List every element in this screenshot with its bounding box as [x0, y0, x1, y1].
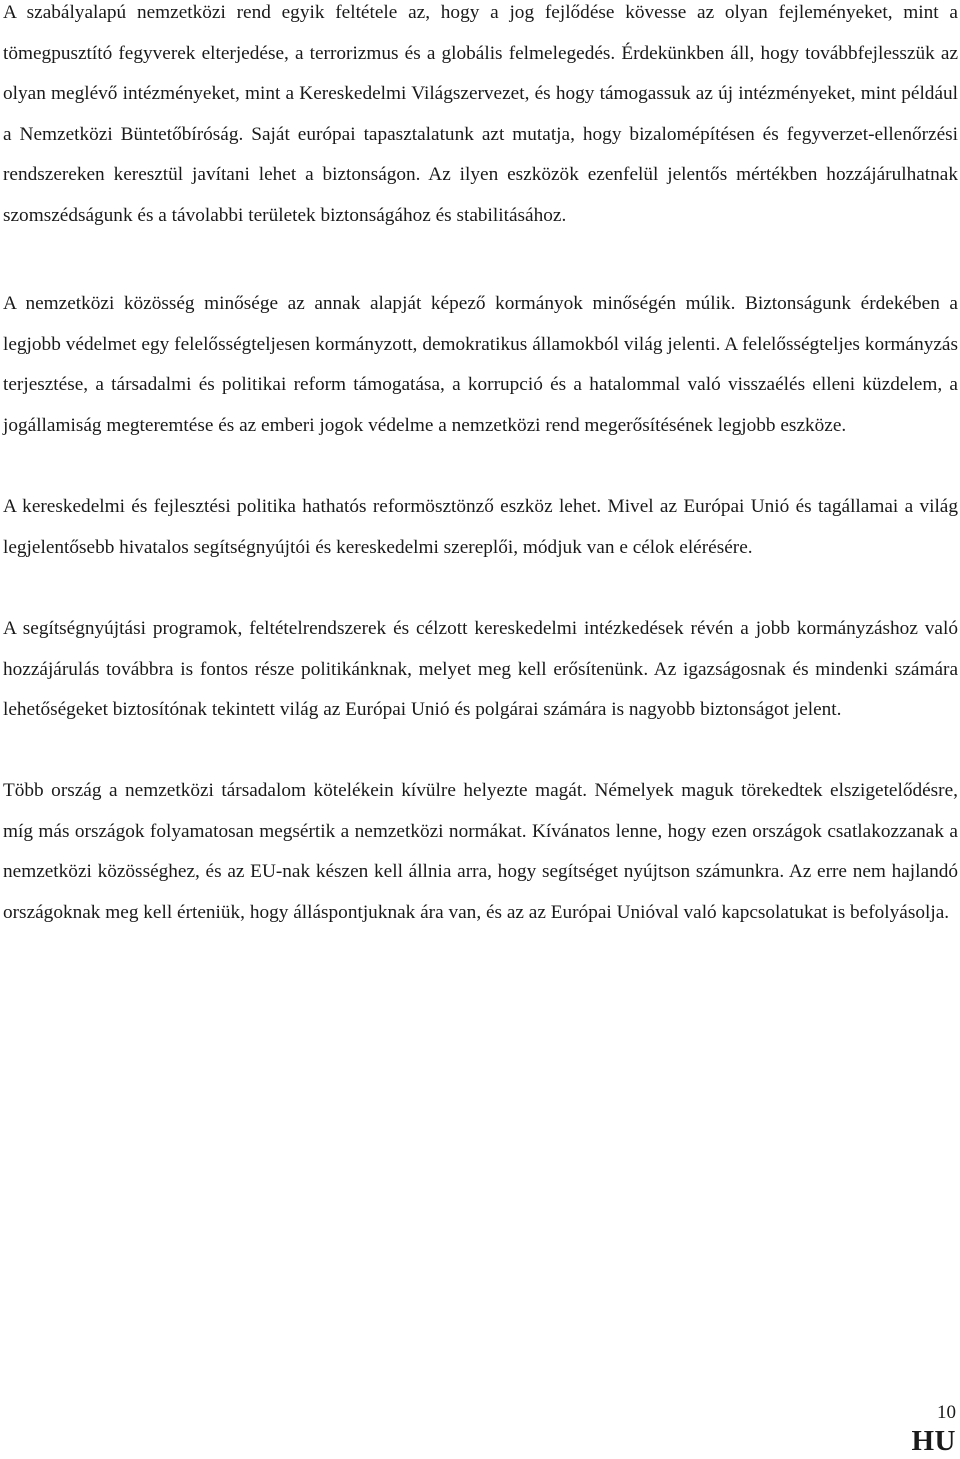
paragraph-assistance-programs: A segítségnyújtási programok, feltételrendszerek és célzott kereskedelmi intézkedések révén a jobb kormányzáshoz való hozzájárulás továbbra is fontos része politikánknak, melyet meg kell erősítenünk. Az igazságosnak és mindenki számára lehetőségeket biztosítónak tekintett világ az Európai Unió és polgárai számára is nagyobb biztonságot jelent. — [3, 617, 958, 721]
paragraph-international-order: A szabályalapú nemzetközi rend egyik feltétele az, hogy a jog fejlődése kövesse az olyan fejleményeket, mint a tömegpusztító fegyverek elterjedése, a terrorizmus és a globális felmelegedés. Érdekünkben áll, hogy továbbfejlesszük az olyan meglévő intézményeket, mint a Kereskedelmi Világszervezet, és hogy támogassuk az új intézményeket, mint például a Nemzetközi Büntetőbíróság. Saját európai tapasztalatunk azt mutatja, hogy bizalomépítésen és fegyverzet-ellenőrzési rendszereken keresztül javítani lehet a biztonságon. Az ilyen eszközök ezenfelül jelentős mértékben hozzájárulhatnak szomszédságunk és a távolabbi területek biztonságához és stabilitásához. — [3, 2, 958, 226]
paragraph-governance: A nemzetközi közösség minősége az annak alapját képező kormányok minőségén múlik. Biztonságunk érdekében a legjobb védelmet egy felelősségteljesen kormányzott, demokratikus államokból világ jelenti. A felelősségteljes kormányzás terjesztése, a társadalmi és politikai reform támogatása, a korrupció és a hatalommal való visszaélés elleni küzdelem, a jogállamiság megteremtése és az emberi jogok védelme a nemzetközi rend megerősítésének legjobb eszköze. — [3, 293, 958, 436]
language-code: HU — [911, 1425, 956, 1457]
document-page — [3, 0, 958, 934]
paragraph-trade-policy: A kereskedelmi és fejlesztési politika hathatós reformösztönző eszköz lehet. Mivel az Európai Unió és tagállamai a világ legjelentősebb hivatalos segítségnyújtói és kereskedelmi szereplői, módjuk van e célok elérésére. — [3, 496, 958, 558]
page-number: 10 — [937, 1402, 956, 1423]
paragraph-isolated-countries: Több ország a nemzetközi társadalom kötelékein kívülre helyezte magát. Némelyek maguk törekedtek elszigetelődésre, míg más országok folyamatosan megsértik a nemzetközi normákat. Kívánatos lenne, hogy ezen országok csatlakozzanak a nemzetközi közösséghez, és az EU-nak készen kell állnia arra, hogy segítséget nyújtson számunkra. Az erre nem hajlandó országoknak meg kell érteniük, hogy álláspontjuknak ára van, és az az Európai Unióval való kapcsolatukat is befolyásolja. — [3, 780, 958, 924]
